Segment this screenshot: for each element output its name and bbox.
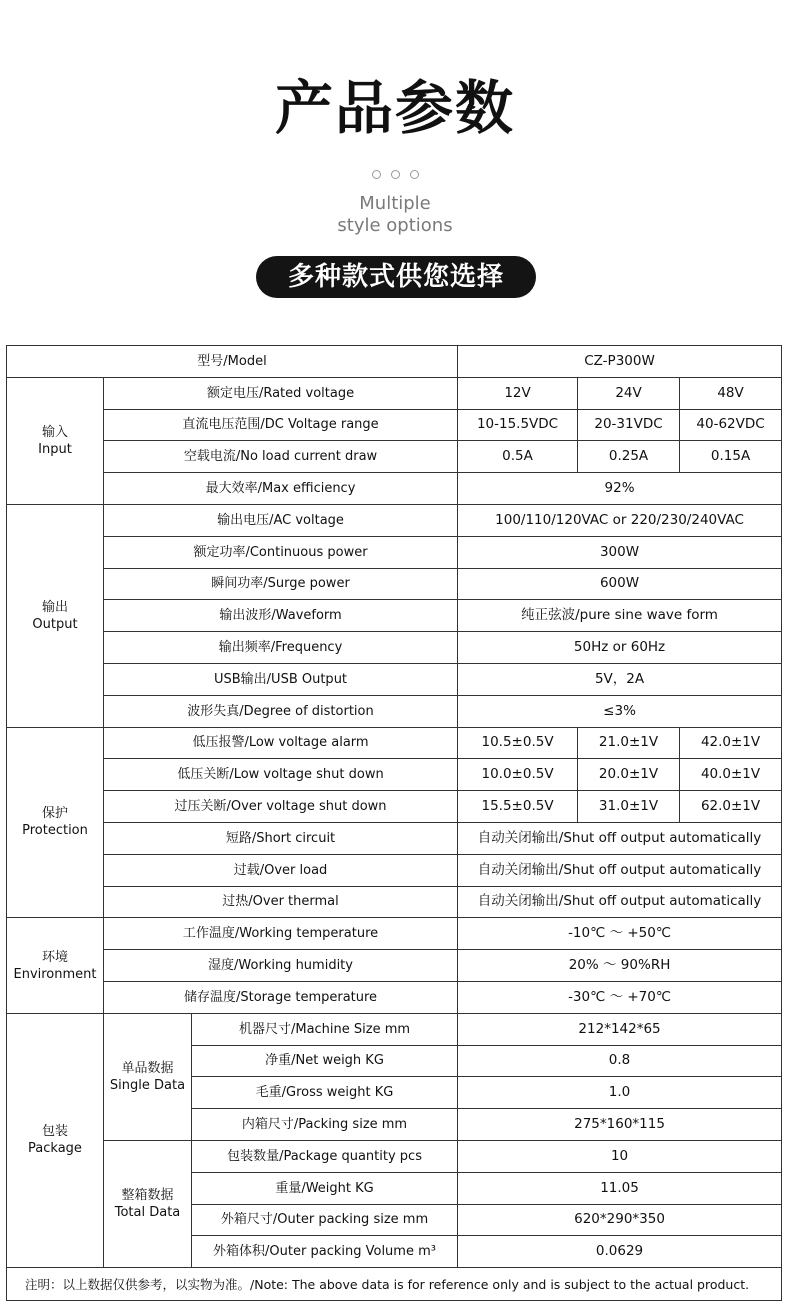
group-label-en: Environment xyxy=(13,966,97,982)
value-cell: 20-31VDC xyxy=(578,409,680,441)
value-cell: 10-15.5VDC xyxy=(458,409,578,441)
value-cell: 212*142*65 xyxy=(458,1013,782,1045)
value-cell: 62.0±1V xyxy=(680,791,782,823)
group-label-cn: 输出 xyxy=(41,599,68,615)
page-title: 产品参数 xyxy=(274,74,515,142)
param-label: 额定电压/Rated voltage xyxy=(104,377,458,409)
table-row xyxy=(7,981,782,1013)
value-cell: 自动关闭输出/Shut off output automatically xyxy=(458,854,782,886)
subgroup-label-cn: 整箱数据 xyxy=(121,1188,174,1204)
param-label: 输出频率/Frequency xyxy=(104,632,458,664)
table-row xyxy=(7,1268,782,1301)
value-cell: -30℃ ～ +70℃ xyxy=(458,981,782,1013)
param-label: 工作温度/Working temperature xyxy=(104,918,458,950)
param-label: 低压报警/Low voltage alarm xyxy=(104,727,458,759)
circle-icon xyxy=(372,170,381,179)
value-cell: 50Hz or 60Hz xyxy=(458,632,782,664)
table-row xyxy=(7,822,782,854)
param-label: 过热/Over thermal xyxy=(104,886,458,918)
value-cell: 11.05 xyxy=(458,1172,782,1204)
table-row xyxy=(7,759,782,791)
subgroup-total xyxy=(104,1140,192,1267)
subtitle xyxy=(0,193,790,237)
param-label: 瞬间功率/Surge power xyxy=(104,568,458,600)
value-cell: 15.5±0.5V xyxy=(458,791,578,823)
param-label: 毛重/Gross weight KG xyxy=(192,1077,458,1109)
group-label-en: Output xyxy=(32,616,78,632)
table-row xyxy=(7,950,782,982)
param-label: 储存温度/Storage temperature xyxy=(104,981,458,1013)
value-cell: 12V xyxy=(458,377,578,409)
value-cell: 自动关闭输出/Shut off output automatically xyxy=(458,822,782,854)
table-row xyxy=(7,918,782,950)
value-cell: 48V xyxy=(680,377,782,409)
model-label: 型号/Model xyxy=(7,346,458,378)
param-label: 包装数量/Package quantity pcs xyxy=(192,1140,458,1172)
value-cell: -10℃ ～ +50℃ xyxy=(458,918,782,950)
param-label: 重量/Weight KG xyxy=(192,1172,458,1204)
subgroup-label-cn: 单品数据 xyxy=(121,1060,174,1076)
circle-icon xyxy=(410,170,419,179)
subgroup-label-en: Single Data xyxy=(109,1077,186,1093)
spec-table xyxy=(6,345,782,1301)
table-row xyxy=(7,632,782,664)
param-label: 最大效率/Max efficiency xyxy=(104,473,458,505)
param-label: 额定功率/Continuous power xyxy=(104,536,458,568)
group-label-en: Input xyxy=(38,441,72,457)
subtitle-line-1: Multiple xyxy=(359,193,431,214)
table-row xyxy=(7,663,782,695)
decorative-dots xyxy=(0,164,790,178)
table-row xyxy=(7,791,782,823)
param-label: 空载电流/No load current draw xyxy=(104,441,458,473)
value-cell: 40.0±1V xyxy=(680,759,782,791)
param-label: 机器尺寸/Machine Size mm xyxy=(192,1013,458,1045)
param-label: 输出电压/AC voltage xyxy=(104,504,458,536)
param-label: 外箱尺寸/Outer packing size mm xyxy=(192,1204,458,1236)
param-label: 低压关断/Low voltage shut down xyxy=(104,759,458,791)
param-label: 过载/Over load xyxy=(104,854,458,886)
subgroup-single xyxy=(104,1013,192,1140)
table-row xyxy=(7,1013,782,1045)
subgroup-label-en: Total Data xyxy=(114,1205,181,1221)
value-cell: 42.0±1V xyxy=(680,727,782,759)
table-row xyxy=(7,473,782,505)
circle-icon xyxy=(391,170,400,179)
value-cell: 92% xyxy=(458,473,782,505)
group-label-en: Package xyxy=(28,1141,82,1157)
param-label: USB输出/USB Output xyxy=(104,663,458,695)
group-input xyxy=(7,377,104,504)
table-row xyxy=(7,568,782,600)
param-label: 湿度/Working humidity xyxy=(104,950,458,982)
group-label-cn: 包装 xyxy=(41,1124,68,1140)
group-label-en: Protection xyxy=(22,823,88,839)
param-label: 内箱尺寸/Packing size mm xyxy=(192,1109,458,1141)
value-cell: 300W xyxy=(458,536,782,568)
value-cell: 40-62VDC xyxy=(680,409,782,441)
value-cell: 24V xyxy=(578,377,680,409)
options-pill: 多种款式供您选择 xyxy=(256,256,536,298)
table-row xyxy=(7,600,782,632)
table-row xyxy=(7,504,782,536)
footnote: 注明：以上数据仅供参考，以实物为准。/Note: The above data is for reference only and is subject to the actual product. xyxy=(7,1268,782,1301)
value-cell: 10.0±0.5V xyxy=(458,759,578,791)
group-label-cn: 环境 xyxy=(41,949,68,965)
param-label: 输出波形/Waveform xyxy=(104,600,458,632)
table-row xyxy=(7,727,782,759)
value-cell: 20% ～ 90%RH xyxy=(458,950,782,982)
table-row xyxy=(7,695,782,727)
value-cell: 31.0±1V xyxy=(578,791,680,823)
table-row xyxy=(7,441,782,473)
value-cell: 275*160*115 xyxy=(458,1109,782,1141)
group-label-cn: 保护 xyxy=(41,806,68,822)
value-cell: 620*290*350 xyxy=(458,1204,782,1236)
param-label: 外箱体积/Outer packing Volume m³ xyxy=(192,1236,458,1268)
subtitle-line-2: style options xyxy=(337,215,453,236)
param-label: 短路/Short circuit xyxy=(104,822,458,854)
value-cell: 0.25A xyxy=(578,441,680,473)
value-cell: 0.0629 xyxy=(458,1236,782,1268)
table-row xyxy=(7,854,782,886)
value-cell: 600W xyxy=(458,568,782,600)
value-cell: 10.5±0.5V xyxy=(458,727,578,759)
value-cell: 0.15A xyxy=(680,441,782,473)
param-label: 过压关断/Over voltage shut down xyxy=(104,791,458,823)
group-environment xyxy=(7,918,104,1013)
value-cell: 纯正弦波/pure sine wave form xyxy=(458,600,782,632)
group-output xyxy=(7,504,104,727)
param-label: 波形失真/Degree of distortion xyxy=(104,695,458,727)
value-cell: 21.0±1V xyxy=(578,727,680,759)
group-label-cn: 输入 xyxy=(41,424,68,440)
table-row xyxy=(7,886,782,918)
table-row xyxy=(7,1140,782,1172)
value-cell: 100/110/120VAC or 220/230/240VAC xyxy=(458,504,782,536)
value-cell: 0.5A xyxy=(458,441,578,473)
value-cell: 0.8 xyxy=(458,1045,782,1077)
table-row xyxy=(7,346,782,378)
model-value: CZ-P300W xyxy=(458,346,782,378)
value-cell: 5V，2A xyxy=(458,663,782,695)
table-row xyxy=(7,377,782,409)
table-row xyxy=(7,409,782,441)
group-protection xyxy=(7,727,104,918)
param-label: 净重/Net weigh KG xyxy=(192,1045,458,1077)
group-package xyxy=(7,1013,104,1267)
value-cell: 自动关闭输出/Shut off output automatically xyxy=(458,886,782,918)
value-cell: 10 xyxy=(458,1140,782,1172)
table-row xyxy=(7,536,782,568)
value-cell: 20.0±1V xyxy=(578,759,680,791)
param-label: 直流电压范围/DC Voltage range xyxy=(104,409,458,441)
value-cell: ≤3% xyxy=(458,695,782,727)
value-cell: 1.0 xyxy=(458,1077,782,1109)
